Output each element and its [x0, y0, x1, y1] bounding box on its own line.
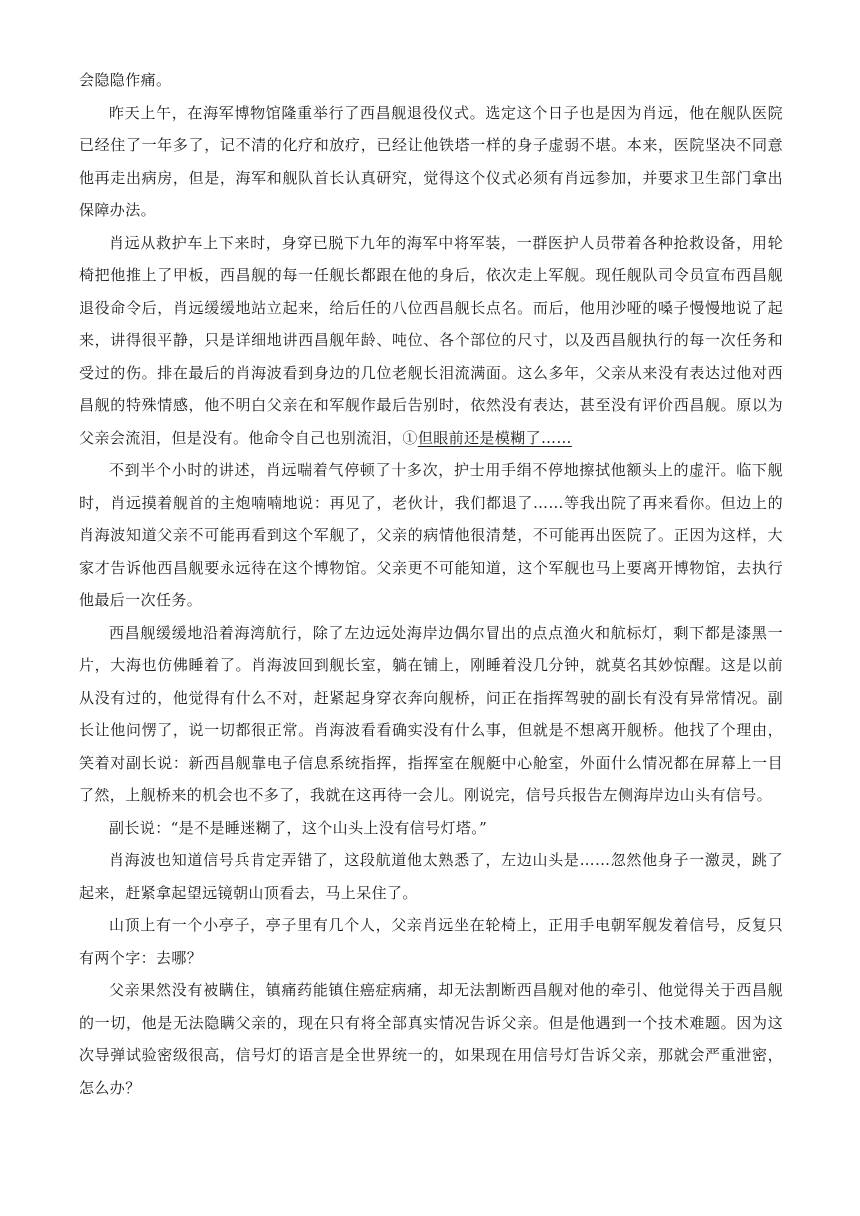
- paragraph-1: 会隐隐作痛。: [79, 71, 172, 89]
- underlined-sentence: 但眼前还是模糊了……: [417, 428, 572, 447]
- annotation-marker: ①: [402, 428, 418, 447]
- paragraph-2: 昨天上午，在海军博物馆隆重举行了西昌舰退役仪式。选定这个日子也是因为肖远，他在舰队医院已经住了一年多了，记不清的化疗和放疗，已经让他铁塔一样的身子虚弱不堪。本来，医院坚决不同意他再走出病房，但是，海军和舰队首长认真研究，觉得这个仪式必须有肖远参加，并要求卫生部门拿出保障办法。: [79, 103, 783, 219]
- article-body: [79, 64, 783, 1104]
- paragraph-3: [79, 227, 783, 455]
- paragraph-6: 副长说：“是不是睡迷糊了，这个山头上没有信号灯塔。”: [109, 818, 488, 837]
- paragraph-9: 父亲果然没有被瞒住，镇痛药能镇住癌症病痛，却无法割断西昌舰对他的牵引、他觉得关于西昌舰的一切，他是无法隐瞒父亲的，现在只有将全部真实情况告诉父亲。但是他遇到一个技术难题。因为这次导弹试验密级很高，信号灯的语言是全世界统一的，如果现在用信号灯告诉父亲，那就会严重泄密，怎么办？: [79, 981, 783, 1097]
- paragraph-5: 西昌舰缓缓地沿着海湾航行，除了左边远处海岸边偶尔冒出的点点渔火和航标灯，剩下都是漆黑一片，大海也仿佛睡着了。肖海波回到舰长室，躺在铺上，刚睡着没几分钟，就莫名其妙惊醒。这是以前从没有过的，他觉得有什么不对，赶紧起身穿衣奔向舰桥，问正在指挥驾驶的副长有没有异常情况。副长让他问愣了，说一切都很正常。肖海波看看确实没有什么事，但就是不想离开舰桥。他找了个理由，笑着对副长说：新西昌舰靠电子信息系统指挥，指挥室在舰艇中心舱室，外面什么情况都在屏幕上一目了然，上舰桥来的机会也不多了，我就在这再待一会儿。刚说完，信号兵报告左侧海岸边山头有信号。: [79, 623, 783, 804]
- paragraph-4: 不到半个小时的讲述，肖远喘着气停顿了十多次，护士用手绢不停地擦拭他额头上的虚汗。临下舰时，肖远摸着舰首的主炮喃喃地说：再见了，老伙计，我们都退了……等我出院了再来看你。但边上的肖海波知道父亲不可能再看到这个军舰了，父亲的病情他很清楚，不可能再出医院了。正因为这样，大家才告诉他西昌舰要永远待在这个博物馆。父亲更不可能知道，这个军舰也马上要离开博物馆，去执行他最后一次任务。: [79, 461, 783, 609]
- paragraph-3-text: 肖远从救护车上下来时，身穿已脱下九年的海军中将军装，一群医护人员带着各种抢救设备，用轮椅把他推上了甲板，西昌舰的每一任舰长都跟在他的身后，依次走上军舰。现任舰队司令员宣布西昌舰退役命令后，肖远缓缓地站立起来，给后任的八位西昌舰长点名。而后，他用沙哑的嗓子慢慢地说了起来，讲得很平静，只是详细地讲西昌舰年龄、吨位、各个部位的尺寸，以及西昌舰执行的每一次任务和受过的伤。排在最后的肖海波看到身边的几位老舰长泪流满面。这么多年，父亲从来没有表达过他对西昌舰的特殊情感，他不明白父亲在和军舰作最后告别时，依然没有表达，甚至没有评价西昌舰。原以为父亲会流泪，但是没有。他命令自己也别流泪，: [79, 233, 783, 447]
- paragraph-7: 肖海波也知道信号兵肯定弄错了，这段航道他太熟悉了，左边山头是……忽然他身子一激灵，跳了起来，赶紧拿起望远镜朝山顶看去，马上呆住了。: [79, 851, 783, 902]
- paragraph-8: 山顶上有一个小亭子，亭子里有几个人，父亲肖远坐在轮椅上，正用手电朝军舰发着信号，反复只有两个字：去哪？: [79, 916, 783, 967]
